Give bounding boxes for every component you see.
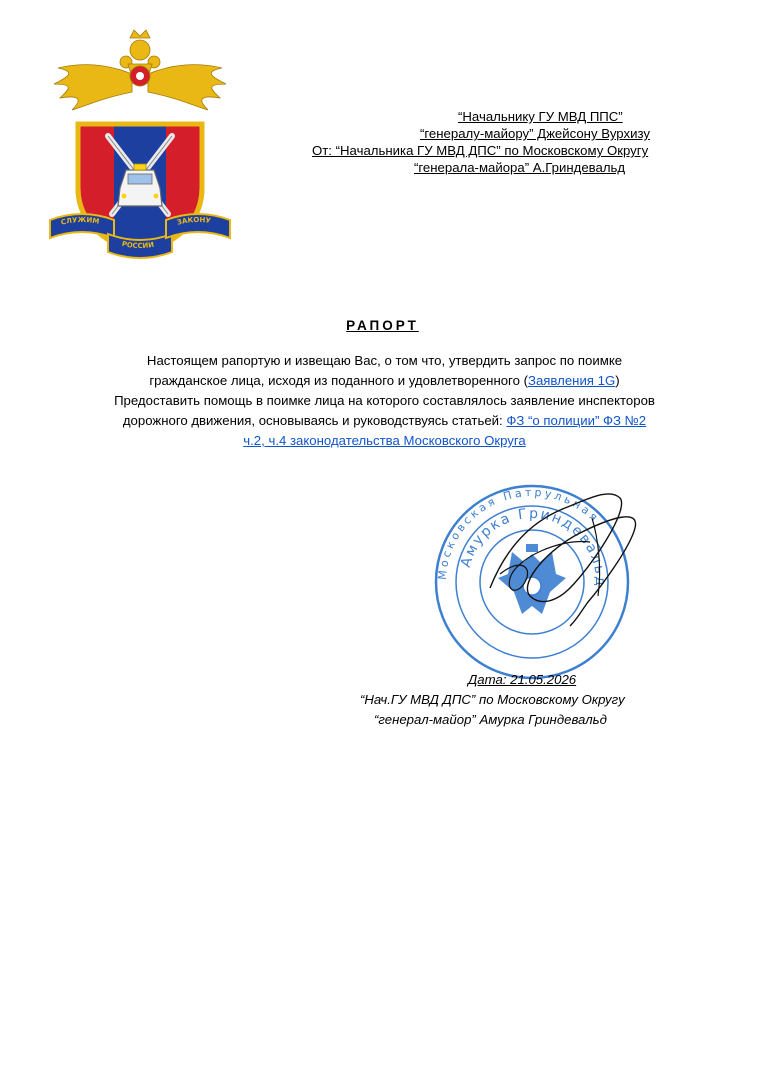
application-link[interactable]: Заявления 1G	[527, 373, 616, 388]
body-text-part-2: ) Предоставить помощь в поимке лица на которого составлялось заявление инспекторов дорожного движения, основываясь и руководствуясь статьей:	[114, 373, 655, 428]
addressee-line-2: “генералу-майору” Джейсону Вурхизу	[420, 126, 650, 141]
emblem-ribbon-right-text: ЗАКОНУ	[176, 215, 212, 227]
report-body	[112, 351, 657, 451]
document-title: РАПОРТ	[346, 318, 419, 333]
stamp-outer-text: Московская Патрульная	[435, 485, 603, 581]
addressee-line-1: “Начальнику ГУ МВД ППС”	[458, 109, 623, 124]
signer-position: “Нач.ГУ МВД ДПС” по Московскому Округу	[360, 692, 625, 707]
emblem-ribbon-center-text: РОССИИ	[121, 239, 155, 251]
body-text-part-1: Настоящем рапортую и извещаю Вас, о том что, утвердить запрос по поимке гражданское лица, исходя из поданного и удовлетворенного (	[146, 353, 623, 388]
emblem-ribbon-left-text: СЛУЖИМ	[60, 215, 100, 227]
sender-line-1: От: “Начальника ГУ МВД ДПС” по Московскому Округу	[312, 143, 649, 158]
addressee-header	[290, 108, 680, 176]
signer-name: “генерал-майор” Амурка Гриндевальд	[374, 712, 607, 727]
police-emblem-logo	[48, 28, 232, 266]
stamp-inner-text: Амурка Гриндевальд	[457, 505, 609, 588]
signature-block	[340, 670, 670, 730]
handwritten-signature	[470, 478, 645, 628]
date-line: Дата: 21.05.2026	[468, 672, 577, 687]
sender-line-2: “генерала-майора” А.Гриндевальд	[414, 160, 626, 175]
law-reference-link[interactable]: ФЗ “о полиции” ФЗ №2 ч.2, ч.4 законодательства Московского Округа	[243, 413, 647, 448]
